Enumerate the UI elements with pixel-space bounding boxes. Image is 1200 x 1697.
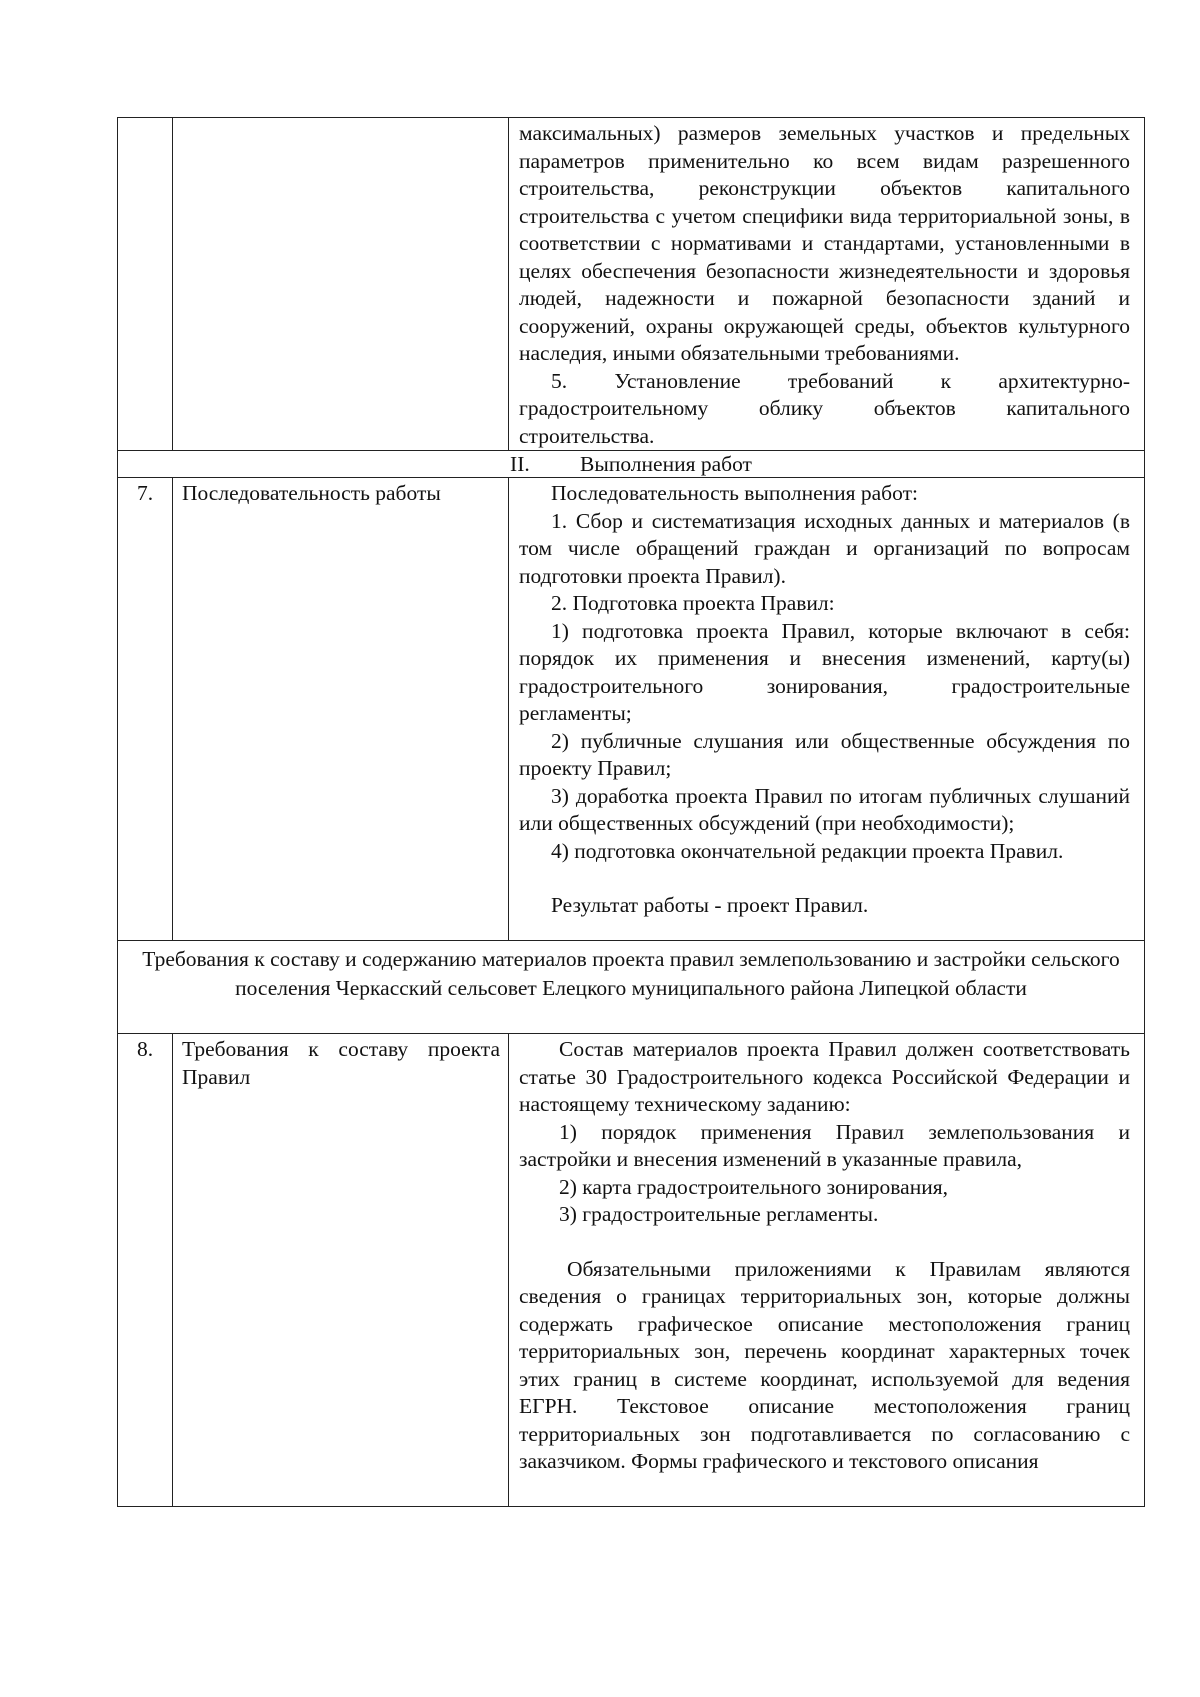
row-number: 7. <box>118 478 173 941</box>
continued-description-cell <box>509 118 1145 451</box>
document-table <box>117 117 1145 1507</box>
description-paragraph: 1) подготовка проекта Правил, которые включают в себя: порядок их применения и внесения изменений, карту(ы) градостроительного зонирования, градостроительные регламенты; <box>519 618 1130 725</box>
row-number: 8. <box>118 1034 173 1507</box>
section-number: II. <box>510 452 530 476</box>
description-paragraph: Обязательными приложениями к Правилам являются сведения о границах территориальных зон, которые должны содержать графическое описание местоположения границ территориальных зон, перечень координат характерных точек этих границ в системе координат, используемой для ведения ЕГРН. Текстовое описание местоположения границ территориальных зон подготавливается по согласованию с заказчиком. Формы графического и текстового описания <box>519 1256 1130 1473</box>
description-paragraph: 1. Сбор и систематизация исходных данных и материалов (в том числе обращений граждан и организаций по вопросам подготовки проекта Правил). <box>519 508 1130 588</box>
section-heading-row <box>118 451 1145 478</box>
paragraph-gap <box>519 865 1130 892</box>
description-paragraph: Состав материалов проекта Правил должен соответствовать статье 30 Градостроительного кодекса Российской Федерации и настоящему техническому заданию: <box>519 1037 1130 1116</box>
requirements-heading: Требования к составу и содержанию материалов проекта правил землепользованию и застройки сельского поселения Черкасский сельсовет Елецкого муниципального района Липецкой области <box>118 941 1145 1034</box>
description-paragraph: Последовательность выполнения работ: <box>551 481 918 505</box>
row-description <box>509 1034 1145 1507</box>
continued-paragraph: 5. Установление требований к архитектурно-градостроительному облику объектов капитального строительства. <box>519 368 1130 448</box>
row-description <box>509 478 1145 941</box>
continued-paragraph: максимальных) размеров земельных участков и предельных параметров применительно ко всем видам разрешенного строительства, реконструкции объектов капитального строительства с учетом специфики вида территориальной зоны, в соответствии с нормативами и стандартами, установленными в целях обеспечения безопасности жизнедеятельности и здоровья людей, надежности и пожарной безопасности зданий и сооружений, охраны окружающей среды, объектов культурного наследия, иными обязательными требованиями. <box>519 121 1130 365</box>
continued-row <box>118 118 1145 451</box>
description-paragraph: 4) подготовка окончательной редакции проекта Правил. <box>551 838 1064 863</box>
description-paragraph: 3) градостроительные регламенты. <box>559 1202 879 1226</box>
description-paragraph: 3) доработка проекта Правил по итогам публичных слушаний или общественных обсуждений (при необходимости); <box>519 783 1130 835</box>
table-row <box>118 1034 1145 1507</box>
description-paragraph: Результат работы - проект Правил. <box>551 893 869 917</box>
section-title: Выполнения работ <box>580 452 752 476</box>
section-heading-cell <box>118 451 1145 478</box>
continued-number-cell <box>118 118 173 451</box>
paragraph-gap <box>519 1229 1130 1256</box>
description-paragraph: 2) публичные слушания или общественные обсуждения по проекту Правил; <box>519 728 1130 780</box>
table-row <box>118 478 1145 941</box>
row-name: Последовательность работы <box>173 478 509 941</box>
requirements-heading-row <box>118 941 1145 1034</box>
row-name: Требования к составу проекта Правил <box>173 1034 509 1507</box>
continued-name-cell <box>173 118 509 451</box>
description-paragraph: 2. Подготовка проекта Правил: <box>551 591 835 615</box>
description-paragraph: 1) порядок применения Правил землепользования и застройки и внесения изменений в указанные правила, <box>519 1119 1130 1171</box>
description-paragraph: 2) карта градостроительного зонирования, <box>559 1174 948 1199</box>
